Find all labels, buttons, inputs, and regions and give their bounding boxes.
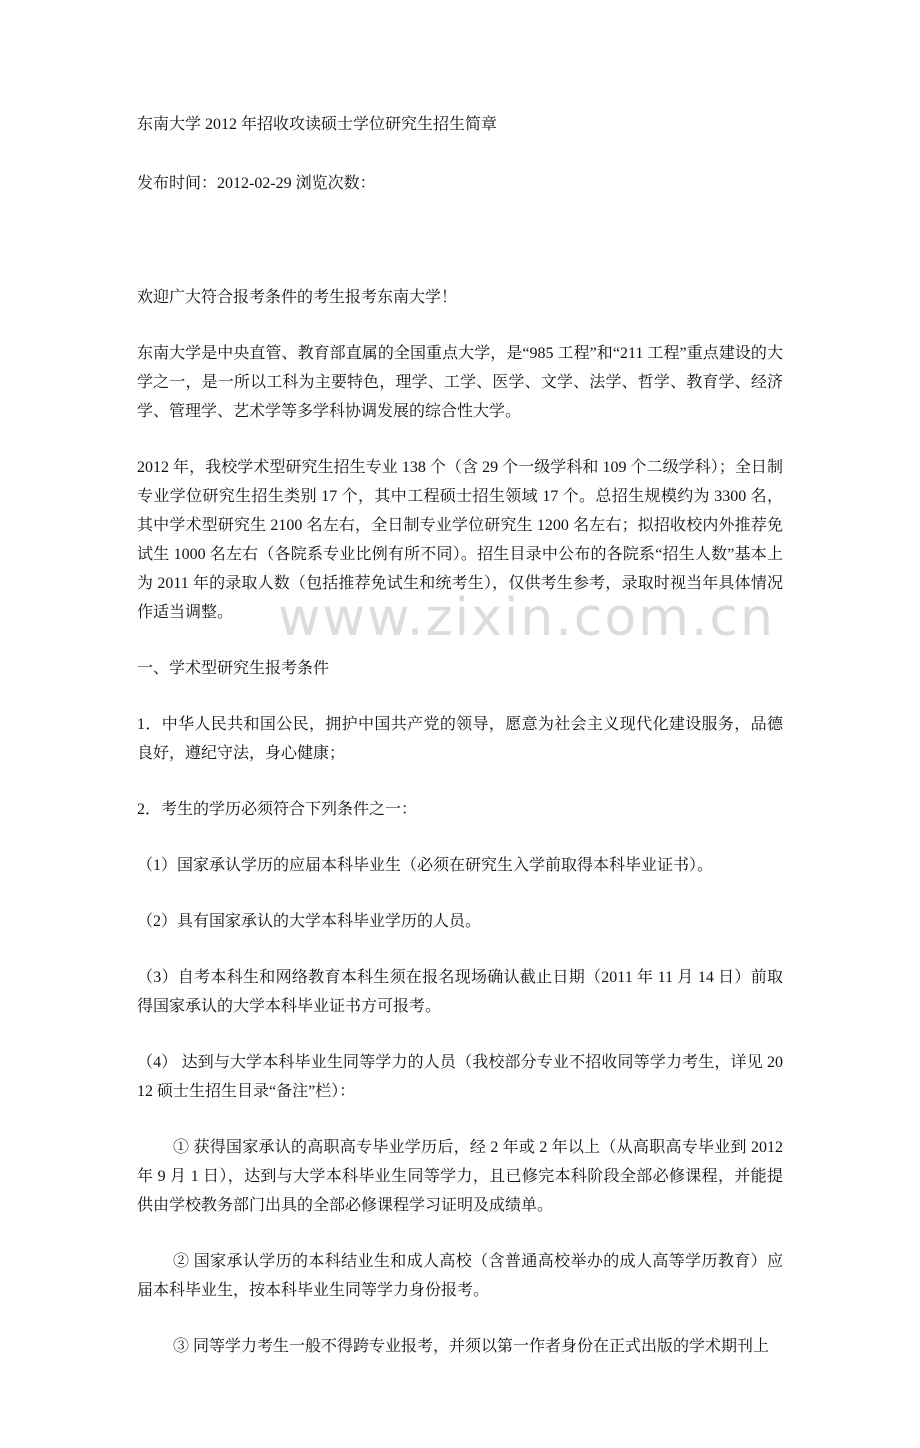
paragraph-enrollment: 2012 年，我校学术型研究生招生专业 138 个（含 29 个一级学科和 109 个二级学科）；全日制专业学位研究生招生类别 17 个，其中工程硕士招生领域 17 个。总招生规模约为 3300 名，其中学术型研究生 2100 名左右，全日制专业学位研究生 1200 名左右；拟招收校内外推荐免试生 1000 名左右（各院系专业比例有所不同）。招生目录中公布的各院系“招生人数”基本上为 2011 年的录取人数（包括推荐免试生和统考生），仅供考生参考，录取时视当年具体情况作适当调整。	[137, 459, 783, 621]
paragraph-intro: 东南大学是中央直管、教育部直属的全国重点大学，是“985 工程”和“211 工程”重点建设的大学之一，是一所以工科为主要特色，理学、工学、医学、文学、法学、哲学、教育学、经济学、管理学、艺术学等多学科协调发展的综合性大学。	[137, 345, 783, 420]
document-body	[137, 110, 783, 1361]
watermark: www.zixin.com.cn	[278, 588, 775, 648]
paragraph-subitem-3: ③ 同等学力考生一般不得跨专业报考，并须以第一作者身份在正式出版的学术期刊上	[173, 1338, 770, 1355]
paragraph-item-1: （1）国家承认学历的应届本科毕业生（必须在研究生入学前取得本科毕业证书）。	[137, 857, 714, 874]
paragraph-condition-1: 1．中华人民共和国公民，拥护中国共产党的领导，愿意为社会主义现代化建设服务，品德良好，遵纪守法，身心健康；	[137, 716, 783, 762]
paragraph-item-2: （2）具有国家承认的大学本科毕业学历的人员。	[137, 913, 482, 930]
paragraph-subitem-1: ① 获得国家承认的高职高专毕业学历后，经 2 年或 2 年以上（从高职高专毕业到 2012 年 9 月 1 日），达到与大学本科毕业生同等学力，且已修完本科阶段全部必修课程，并能提供由学校教务部门出具的全部必修课程学习证明及成绩单。	[137, 1139, 783, 1214]
paragraph-item-3: （3）自考本科生和网络教育本科生须在报名现场确认截止日期（2011 年 11 月 14 日）前取得国家承认的大学本科毕业证书方可报考。	[137, 969, 783, 1015]
paragraph-subitem-2: ② 国家承认学历的本科结业生和成人高校（含普通高校举办的成人高等学历教育）应届本科毕业生，按本科毕业生同等学力身份报考。	[137, 1253, 783, 1299]
paragraph-welcome: 欢迎广大符合报考条件的考生报考东南大学！	[137, 289, 458, 306]
document-title: 东南大学 2012 年招收攻读硕士学位研究生招生简章	[137, 116, 498, 133]
paragraph-item-4: （4） 达到与大学本科毕业生同等学力的人员（我校部分专业不招收同等学力考生，详见 2012 硕士生招生目录“备注”栏）：	[137, 1054, 783, 1100]
section-heading-1: 一、学术型研究生报考条件	[137, 660, 330, 677]
publish-info: 发布时间：2012-02-29 浏览次数：	[137, 175, 376, 192]
paragraph-condition-2: 2．考生的学历必须符合下列条件之一：	[137, 801, 418, 818]
